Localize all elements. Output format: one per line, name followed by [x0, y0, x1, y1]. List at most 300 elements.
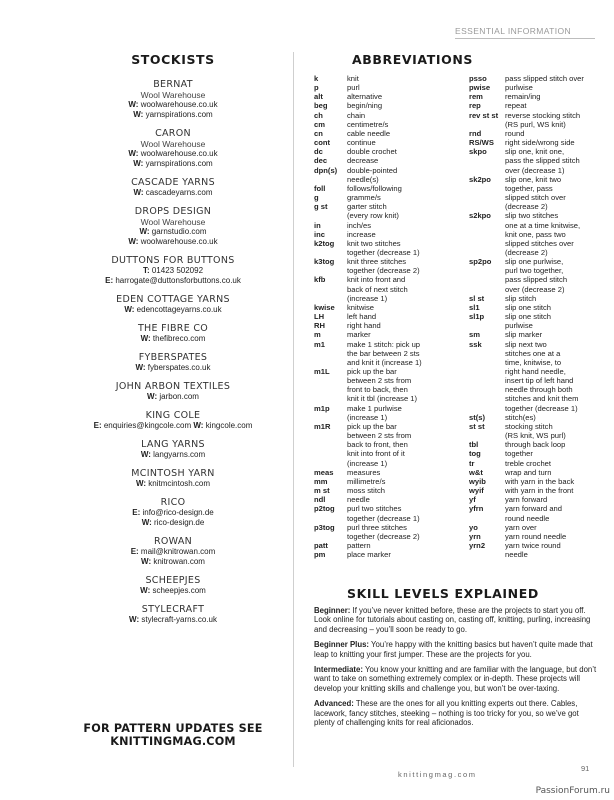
contact-label: E:: [130, 547, 139, 556]
abbreviation-definition: knit two stitches: [347, 238, 401, 248]
abbreviation-term: RH: [314, 321, 325, 331]
stockist-contact: [68, 518, 278, 528]
abbreviation-term: in: [314, 220, 321, 230]
abbreviation-term: m1L: [314, 367, 330, 376]
abbreviation-definition: stitches and knit them: [505, 394, 579, 404]
stockist-contact: [68, 305, 278, 315]
abbreviation-definition: together (decrease 2): [347, 531, 420, 541]
pattern-updates-line2: KNITTINGMAG.COM: [110, 735, 236, 748]
abbreviation-definition: needle: [347, 495, 370, 505]
abbreviation-term: p2tog: [314, 504, 335, 514]
abbreviation-row: [314, 330, 456, 339]
stockist-retailer: Wool Warehouse: [140, 90, 206, 100]
abbreviation-definition: pass the slipped stitch: [505, 156, 580, 166]
abbreviation-term: cn: [314, 128, 323, 138]
abbreviation-term: [314, 449, 347, 458]
abbreviation-row: [314, 266, 456, 275]
contact-value: langyarns.com: [153, 450, 206, 459]
abbreviation-definition: knit into front of it: [347, 449, 405, 459]
abbreviation-row: [469, 120, 597, 129]
abbreviation-term: [314, 266, 347, 275]
abbreviation-row: [314, 230, 456, 239]
abbreviation-row: [469, 129, 597, 138]
abbreviation-term: [469, 202, 505, 211]
abbreviation-definition: slip one stitch: [505, 302, 552, 312]
abbreviation-definition: over (decrease 1): [505, 165, 565, 175]
abbreviation-row: [469, 431, 597, 440]
contact-value: kingcole.com: [205, 421, 253, 430]
abbreviation-row: [469, 239, 597, 248]
abbreviation-definition: moss stitch: [347, 486, 385, 496]
abbreviation-row: [314, 184, 456, 193]
stockist-contact: [68, 392, 278, 402]
abbreviation-definition: (every row knit): [347, 211, 399, 221]
contact-value: fyberspates.co.uk: [147, 363, 211, 372]
abbreviation-row: [314, 92, 456, 101]
contact-label: W:: [141, 518, 152, 527]
stockist-name: ROWAN: [153, 536, 193, 547]
abbreviation-term: [314, 431, 347, 440]
abbreviation-row: [469, 376, 597, 385]
abbreviation-row: [469, 541, 597, 550]
skill-level-paragraph: [314, 699, 598, 727]
contact-value: rico-design.de: [154, 518, 205, 527]
abbreviation-row: [314, 211, 456, 220]
abbreviation-row: [469, 257, 597, 266]
abbreviation-term: yf: [469, 495, 476, 505]
watermark: PassionForum.ru: [535, 786, 610, 796]
stockist-entry: [68, 323, 278, 344]
abbreviation-definition: slip one, knit two: [505, 174, 562, 184]
abbreviation-term: meas: [314, 467, 334, 477]
abbreviation-row: [314, 532, 456, 541]
abbreviation-term: [469, 230, 505, 239]
abbreviation-definition: (increase 1): [347, 412, 388, 422]
abbreviation-term: cont: [314, 138, 331, 148]
abbreviation-definition: pattern: [347, 540, 371, 550]
skill-level-paragraph: [314, 606, 598, 634]
abbreviation-definition: chain: [347, 110, 366, 120]
abbreviation-row: [314, 349, 456, 358]
abbreviation-term: yfrn: [469, 504, 484, 514]
abbreviation-row: [469, 385, 597, 394]
abbreviation-row: [469, 266, 597, 275]
abbreviation-row: [469, 147, 597, 156]
abbreviation-row: [469, 459, 597, 468]
abbreviation-definition: yarn forward: [505, 495, 548, 505]
abbreviation-term: LH: [314, 312, 325, 322]
abbreviation-definition: reverse stocking stitch: [505, 110, 581, 120]
abbreviation-definition: (increase 1): [347, 293, 388, 303]
abbreviation-row: [469, 83, 597, 92]
abbreviation-row: [469, 101, 597, 110]
abbreviation-term: yrn: [469, 531, 481, 541]
abbreviation-term: [469, 550, 505, 559]
stockist-entry: [68, 128, 278, 169]
abbreviation-definition: slip one purlwise,: [505, 257, 564, 267]
abbreviation-definition: slipped stitches over: [505, 238, 574, 248]
abbreviation-row: [314, 166, 456, 175]
abbreviation-term: st(s): [469, 412, 486, 422]
abbreviation-definition: knit into front and: [347, 275, 406, 285]
abbreviation-row: [314, 239, 456, 248]
stockist-contact: [68, 363, 278, 373]
abbreviation-row: [314, 413, 456, 422]
contact-label: W:: [193, 421, 204, 430]
contact-label: T:: [142, 266, 150, 275]
abbreviation-row: [314, 404, 456, 413]
abbreviation-term: wyif: [469, 486, 484, 496]
abbreviation-row: [469, 413, 597, 422]
skill-level-text: These are the ones for all you knitting experts out there. Cables, lacework, fancy stitches, steeking – nothing is too tricky for you, so we’ve got plenty of challenging knits for real aficionados.: [314, 699, 579, 728]
skill-level-text: You know your knitting and are familiar with the language, but don’t want to take on something extremely complex or in-depth. These projects will develop your knitting skills and challenge you, but won’t be over-taxing.: [314, 665, 597, 693]
stockist-contact: [68, 188, 278, 198]
contact-value: cascadeyarns.com: [145, 188, 213, 197]
skill-level-label: Beginner Plus:: [314, 640, 370, 650]
abbreviation-row: [314, 193, 456, 202]
stockist-name: LANG YARNS: [141, 439, 205, 450]
abbreviation-term: [469, 166, 505, 175]
abbreviation-definition: yarn twice round: [505, 540, 561, 550]
abbreviation-row: [469, 294, 597, 303]
stockist-name: CARON: [155, 128, 191, 139]
abbreviation-term: [469, 404, 505, 413]
abbreviation-term: ssk: [469, 339, 482, 349]
abbreviations-column-2: [469, 74, 597, 559]
abbreviation-row: [314, 550, 456, 559]
abbreviation-definition: knit it tbl (increase 1): [347, 394, 418, 404]
abbreviation-definition: yarn over: [505, 522, 537, 532]
abbreviation-definition: begin/ning: [347, 101, 383, 111]
abbreviation-row: [314, 156, 456, 165]
abbreviation-term: [314, 294, 347, 303]
contact-label: W:: [128, 149, 139, 158]
contact-value: mail@knitrowan.com: [140, 547, 216, 556]
abbreviation-term: m st: [314, 486, 330, 496]
abbreviation-row: [469, 303, 597, 312]
abbreviation-term: [314, 349, 347, 358]
contact-value: knitmcintosh.com: [148, 479, 211, 488]
abbreviation-definition: (RS purl, WS knit): [505, 119, 566, 129]
abbreviation-definition: treble crochet: [505, 458, 552, 468]
contact-label: W:: [133, 159, 144, 168]
abbreviation-row: [314, 175, 456, 184]
abbreviation-row: [314, 523, 456, 532]
abbreviation-definition: measures: [347, 467, 381, 477]
abbreviation-term: [469, 394, 505, 403]
abbreviation-definition: make 1 purlwise: [347, 403, 402, 413]
contact-value: woolwarehouse.co.uk: [140, 149, 218, 158]
abbreviation-term: kfb: [314, 275, 326, 285]
abbreviation-definition: over (decrease 2): [505, 284, 565, 294]
contact-value: edencottageyarns.co.uk: [136, 305, 222, 314]
stockist-contact: [68, 557, 278, 567]
abbreviation-definition: together: [505, 449, 533, 459]
stockist-entry: [68, 468, 278, 489]
pattern-updates: [60, 722, 286, 748]
contact-value: yarnspirations.com: [145, 110, 213, 119]
abbreviation-term: [314, 385, 347, 394]
stockist-name: EDEN COTTAGE YARNS: [116, 294, 230, 305]
abbreviation-term: s2kpo: [469, 211, 491, 221]
contact-value: woolwarehouse.co.uk: [140, 100, 218, 109]
abbreviation-term: [469, 275, 505, 284]
abbreviation-term: rev st st: [469, 110, 499, 120]
abbreviation-definition: together (decrease 1): [347, 247, 420, 257]
stockist-entry: [68, 255, 278, 286]
abbreviation-row: [469, 92, 597, 101]
abbreviation-definition: wrap and turn: [505, 467, 552, 477]
contact-label: W:: [129, 615, 140, 624]
abbreviation-term: rep: [469, 101, 481, 111]
abbreviation-row: [314, 147, 456, 156]
abbreviation-term: [469, 221, 505, 230]
abbreviation-row: [314, 468, 456, 477]
abbreviation-term: p3tog: [314, 522, 335, 532]
contact-value: knitrowan.com: [153, 557, 205, 566]
abbreviation-definition: needle(s): [347, 174, 379, 184]
abbreviation-row: [314, 120, 456, 129]
stockist-entry: [68, 206, 278, 247]
abbreviation-term: [469, 156, 505, 165]
stockist-name: KING COLE: [145, 410, 201, 421]
stockist-entry: [68, 381, 278, 402]
stockist-contact: [68, 615, 278, 625]
contact-label: E:: [132, 508, 141, 517]
stockist-entry: [68, 352, 278, 373]
abbreviation-definition: pass slipped stitch over: [505, 74, 584, 83]
stockist-name: MCINTOSH YARN: [131, 468, 215, 479]
abbreviation-definition: back of next stitch: [347, 284, 408, 294]
abbreviation-definition: inch/es: [347, 220, 372, 230]
abbreviation-definition: (decrease 2): [505, 202, 548, 212]
abbreviation-term: g: [314, 193, 319, 203]
abbreviation-term: k3tog: [314, 257, 335, 267]
abbreviation-term: k: [314, 74, 319, 83]
abbreviation-term: [314, 413, 347, 422]
contact-label: W:: [135, 479, 147, 488]
stockist-name: CASCADE YARNS: [131, 177, 215, 188]
abbreviation-term: [469, 321, 505, 330]
abbreviation-definition: through back loop: [505, 440, 566, 450]
abbreviation-definition: slipped stitch over: [505, 193, 566, 203]
abbreviation-row: [314, 422, 456, 431]
abbreviation-definition: slip next two: [505, 339, 547, 349]
abbreviation-row: [469, 514, 597, 523]
abbreviation-definition: insert tip of left hand: [505, 376, 574, 386]
abbreviation-definition: purlwise: [505, 83, 533, 93]
abbreviation-definition: remain/ing: [505, 92, 541, 102]
stockist-contact: [68, 276, 278, 286]
abbreviation-row: [314, 83, 456, 92]
abbreviation-row: [314, 514, 456, 523]
stockist-entry: [68, 575, 278, 596]
stockist-name: STYLECRAFT: [141, 604, 205, 615]
contact-label: W:: [133, 188, 144, 197]
abbreviation-definition: place marker: [347, 550, 391, 560]
abbreviation-row: [314, 74, 456, 83]
abbreviation-definition: slip stitch: [505, 293, 537, 303]
abbreviation-definition: stitches one at a: [505, 348, 561, 358]
stockist-name: SCHEEPJES: [145, 575, 201, 586]
skill-level-label: Intermediate:: [314, 665, 363, 675]
stockist-name: JOHN ARBON TEXTILES: [115, 381, 231, 392]
stockist-contact: [68, 227, 278, 237]
abbreviation-term: wyib: [469, 476, 486, 486]
abbreviation-definition: make 1 stitch: pick up: [347, 339, 421, 349]
abbreviation-term: [314, 248, 347, 257]
abbreviation-definition: knit one, pass two: [505, 229, 566, 239]
abbreviation-row: [469, 422, 597, 431]
abbreviation-definition: knit: [347, 74, 359, 83]
abbreviation-definition: together (decrease 1): [347, 513, 420, 523]
abbreviation-term: [314, 440, 347, 449]
abbreviation-definition: back to front, then: [347, 440, 408, 450]
abbreviation-term: tr: [469, 458, 475, 468]
abbreviation-row: [314, 101, 456, 110]
stockist-contact: [68, 100, 278, 110]
abbreviation-row: [314, 376, 456, 385]
stockist-name: DROPS DESIGN: [134, 206, 212, 217]
abbreviation-term: [469, 120, 505, 129]
stockist-contact: [68, 266, 278, 276]
abbreviation-definition: with yarn in the back: [505, 476, 575, 486]
stockist-entry: [68, 79, 278, 120]
abbreviation-definition: gramme/s: [347, 193, 381, 203]
abbreviation-row: [469, 184, 597, 193]
abbreviation-term: dec: [314, 156, 328, 166]
abbreviation-row: [469, 156, 597, 165]
abbreviation-term: [469, 239, 505, 248]
abbreviation-row: [469, 340, 597, 349]
section-header: ESSENTIAL INFORMATION: [455, 26, 595, 39]
abbreviation-definition: needle through both: [505, 385, 573, 395]
abbreviation-row: [314, 285, 456, 294]
contact-value: garnstudio.com: [151, 227, 207, 236]
abbreviation-row: [469, 550, 597, 559]
stockist-name: FYBERSPATES: [138, 352, 208, 363]
abbreviation-row: [314, 358, 456, 367]
abbreviation-term: [314, 175, 347, 184]
abbreviation-definition: between 2 sts from: [347, 376, 412, 386]
abbreviation-row: [314, 312, 456, 321]
abbreviation-term: [314, 532, 347, 541]
abbreviation-row: [314, 275, 456, 284]
abbreviation-row: [469, 221, 597, 230]
stockist-entry: [68, 439, 278, 460]
abbreviation-term: pm: [314, 550, 326, 560]
abbreviation-row: [314, 367, 456, 376]
abbreviation-row: [469, 175, 597, 184]
abbreviation-definition: (RS knit, WS purl): [505, 431, 566, 441]
abbreviation-term: dpn(s): [314, 165, 338, 175]
abbreviation-term: ch: [314, 110, 323, 120]
stockist-entry: [68, 294, 278, 315]
abbreviation-row: [469, 349, 597, 358]
abbreviation-definition: right hand: [347, 321, 381, 331]
abbreviation-term: [314, 285, 347, 294]
abbreviation-row: [469, 312, 597, 321]
stockist-entry: [68, 410, 278, 431]
abbreviation-definition: yarn forward and: [505, 504, 562, 514]
abbreviation-definition: (increase 1): [347, 458, 388, 468]
stockist-contact: [68, 479, 278, 489]
abbreviation-definition: left hand: [347, 312, 377, 322]
contact-label: W:: [140, 450, 151, 459]
abbreviation-definition: increase: [347, 229, 376, 239]
abbreviation-term: alt: [314, 92, 323, 102]
abbreviation-term: RS/WS: [469, 138, 494, 148]
abbreviation-definition: stitch(es): [505, 412, 536, 422]
abbreviation-term: [314, 358, 347, 367]
abbreviation-row: [314, 477, 456, 486]
contact-value: jarbon.com: [159, 392, 199, 401]
abbreviation-term: tog: [469, 449, 481, 459]
contact-value: scheepjes.com: [152, 586, 206, 595]
skill-levels-list: [314, 606, 598, 733]
abbreviation-row: [314, 394, 456, 403]
abbreviation-row: [469, 449, 597, 458]
abbreviation-definition: garter stitch: [347, 202, 387, 212]
abbreviation-definition: knitwise: [347, 302, 375, 312]
abbreviation-definition: decrease: [347, 156, 379, 166]
stockist-name: THE FIBRE CO: [137, 323, 209, 334]
abbreviation-definition: needle: [505, 550, 528, 560]
abbreviation-term: inc: [314, 229, 325, 239]
abbreviation-term: kwise: [314, 302, 335, 312]
abbreviation-row: [314, 138, 456, 147]
stockists-list: [68, 79, 278, 625]
abbreviation-definition: marker: [347, 330, 371, 340]
contact-value: 01423 502092: [151, 266, 204, 275]
abbreviation-term: sl1: [469, 302, 480, 312]
abbreviation-definition: front to back, then: [347, 385, 408, 395]
abbreviation-definition: purl three stitches: [347, 522, 407, 532]
abbreviation-row: [469, 532, 597, 541]
abbreviation-term: sp2po: [469, 257, 492, 267]
abbreviation-definition: right side/wrong side: [505, 138, 575, 148]
abbreviation-term: dc: [314, 147, 323, 157]
abbreviation-row: [469, 404, 597, 413]
page-number: 91: [581, 764, 590, 773]
abbreviation-definition: alternative: [347, 92, 383, 102]
abbreviation-term: rnd: [469, 128, 482, 138]
abbreviation-definition: with yarn in the front: [505, 486, 574, 496]
abbreviation-row: [469, 285, 597, 294]
abbreviation-term: [469, 376, 505, 385]
abbreviation-definition: slip one, knit one,: [505, 147, 565, 157]
abbreviation-row: [469, 367, 597, 376]
abbreviation-term: mm: [314, 476, 328, 486]
abbreviation-definition: slip one stitch: [505, 312, 552, 322]
abbreviation-term: m: [314, 330, 321, 340]
abbreviation-row: [314, 202, 456, 211]
skill-level-text: If you’ve never knitted before, these are the projects to start you off. Look online for tutorials about casting on, casting off, knitting, purling, increasing and decreasing – you’ll soon be ready to go.: [314, 606, 591, 634]
abbreviation-row: [469, 330, 597, 339]
abbreviation-term: [469, 349, 505, 358]
abbreviation-definition: purl two together,: [505, 266, 564, 276]
abbreviation-definition: stocking stitch: [505, 421, 553, 431]
stockists-title: STOCKISTS: [131, 52, 215, 67]
abbreviation-definition: pick up the bar: [347, 421, 397, 431]
abbreviation-row: [314, 385, 456, 394]
abbreviation-definition: repeat: [505, 101, 527, 111]
abbreviation-definition: cable needle: [347, 128, 391, 138]
abbreviation-row: [469, 504, 597, 513]
abbreviation-row: [314, 257, 456, 266]
contact-value: info@rico-design.de: [142, 508, 214, 517]
abbreviation-definition: continue: [347, 138, 376, 148]
